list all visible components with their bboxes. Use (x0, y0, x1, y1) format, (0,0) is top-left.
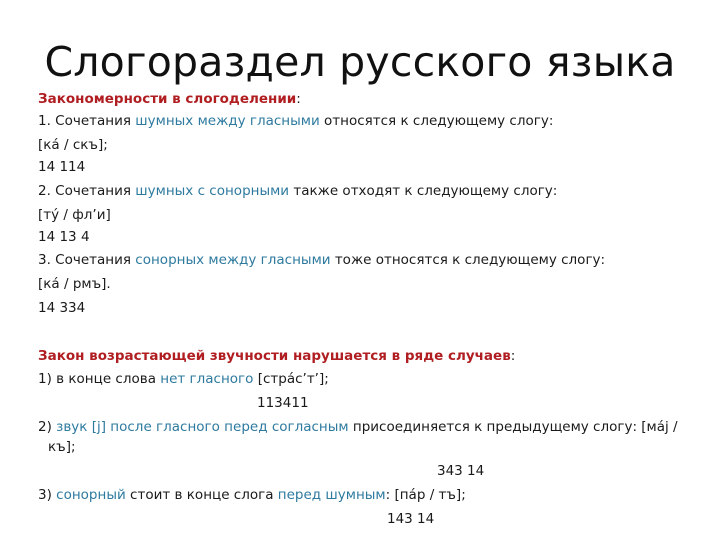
text-fragment: [ка́ / скъ]; (38, 137, 108, 153)
section-heading: Закономерности в слогоделении (38, 91, 297, 107)
text-line-ex2 (38, 206, 111, 224)
text-fragment: тоже относятся к следующему слогу: (330, 252, 606, 268)
text-line-heading1 (38, 90, 301, 108)
highlighted-term: сонорных между гласными (135, 252, 331, 268)
text-line-case3 (38, 486, 466, 504)
text-fragment: также отходят к следующему слогу: (289, 183, 558, 199)
text-fragment: 143 14 (387, 511, 435, 527)
text-fragment: 14 13 4 (38, 229, 90, 245)
text-line-case2 (38, 418, 678, 436)
text-line-rule3 (38, 251, 605, 269)
text-line-num6 (387, 510, 434, 528)
text-fragment: : (296, 91, 301, 107)
text-fragment: 113411 (257, 395, 309, 411)
text-fragment: 1. Сочетания (38, 113, 136, 129)
text-fragment: [стра́с’т’]; (253, 371, 329, 387)
text-line-num2 (38, 228, 90, 246)
text-fragment: 1) в конце слова (38, 371, 161, 387)
text-line-num1 (38, 158, 85, 176)
text-fragment: 14 114 (38, 159, 86, 175)
highlighted-term: шумных с сонорными (135, 183, 290, 199)
text-fragment: относятся к следующему слогу: (319, 113, 554, 129)
highlighted-term: шумных между гласными (135, 113, 320, 129)
text-fragment: стоит в конце слога (125, 487, 278, 503)
highlighted-term: перед шумным (277, 487, 386, 503)
text-line-ex1 (38, 136, 108, 154)
text-fragment: 3. Сочетания (38, 252, 136, 268)
text-line-ex3 (38, 275, 111, 293)
text-fragment: [ту́ / фл’и] (38, 207, 111, 223)
slide-title: Слогораздел русского языка (44, 38, 676, 86)
text-fragment: : (510, 348, 516, 364)
highlighted-term: нет гласного (160, 371, 254, 387)
text-fragment: : [па́р / тъ]; (385, 487, 466, 503)
text-line-rule2 (38, 182, 557, 200)
text-line-case1 (38, 370, 329, 388)
text-line-case2b (48, 438, 76, 456)
text-fragment: 2. Сочетания (38, 183, 136, 199)
text-fragment: [ка́ / рмъ]. (38, 276, 111, 292)
text-fragment: 3) (38, 487, 57, 503)
text-fragment: 2) (38, 419, 57, 435)
text-line-num5 (437, 462, 484, 480)
text-line-rule1 (38, 112, 553, 130)
highlighted-term: звук [j] после гласного перед согласным (56, 419, 349, 435)
text-fragment: 343 14 (437, 463, 485, 479)
text-line-heading2 (38, 347, 515, 365)
text-fragment: присоединяется к предыдущему слогу: [ма́j / (348, 419, 678, 435)
text-line-num3 (38, 299, 85, 317)
section-heading: Закон возрастающей звучности нарушается в ряде случаев (38, 348, 511, 364)
text-fragment: къ]; (48, 439, 76, 455)
text-line-num4 (257, 394, 309, 412)
highlighted-term: сонорный (56, 487, 126, 503)
text-fragment: 14 334 (38, 300, 86, 316)
